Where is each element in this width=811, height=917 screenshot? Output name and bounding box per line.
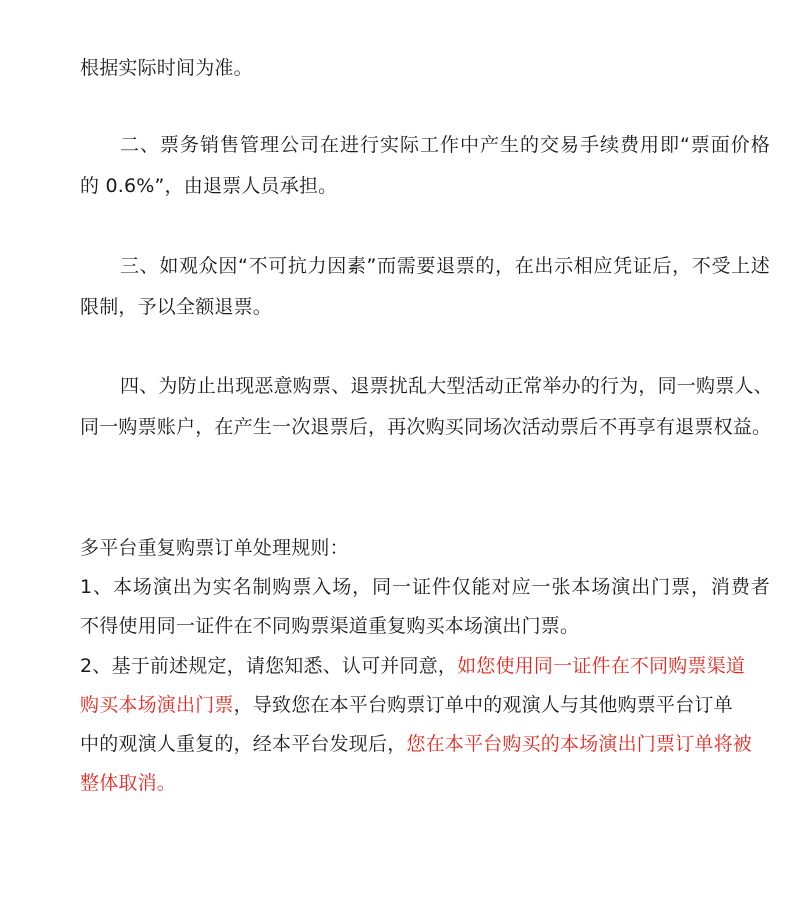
rule1-line2: 不得使用同一证件在不同购票渠道重复购买本场演出门票。 (80, 615, 580, 637)
intro-tail: 根据实际时间为准。 (80, 57, 253, 79)
section-heading: 多平台重复购票订单处理规则： (80, 537, 349, 559)
rule2-line1-highlight: 如您使用同一证件在不同购票渠道 (457, 655, 746, 677)
rule2-line3 (80, 732, 770, 756)
item3-line2: 限制，予以全额退票。 (80, 296, 273, 318)
rule2-line2-highlight: 购买本场演出门票 (80, 694, 234, 716)
item3-line1: 三、如观众因“不可抗力因素”而需要退票的，在出示相应凭证后，不受上述 (120, 255, 770, 277)
rule2-line2 (80, 693, 770, 717)
rule1-line1: 1、本场演出为实名制购票入场，同一证件仅能对应一张本场演出门票，消费者 (80, 576, 770, 598)
rule2-line4-highlight: 整体取消。 (80, 772, 177, 794)
rule2-line3-plain: 中的观演人重复的，经本平台发现后， (80, 733, 407, 755)
rule2-line3-highlight: 您在本平台购买的本场演出门票订单将被 (406, 733, 753, 755)
rule2-line2-plain: ，导致您在本平台购票订单中的观演人与其他购票平台订单 (233, 694, 733, 716)
item4-line1: 四、为防止出现恶意购票、退票扰乱大型活动正常举办的行为，同一购票人、 (120, 375, 773, 397)
item4-line2: 同一购票账户，在产生一次退票后，再次购买同场次活动票后不再享有退票权益。 (80, 416, 772, 438)
item2-line1: 二、票务销售管理公司在进行实际工作中产生的交易手续费用即“票面价格 (120, 134, 770, 156)
item2-line2: 的 0.6%”，由退票人员承担。 (80, 175, 338, 197)
rule2-line1-plain: 2、基于前述规定，请您知悉、认可并同意， (80, 655, 458, 677)
rule2-line1 (80, 654, 770, 678)
